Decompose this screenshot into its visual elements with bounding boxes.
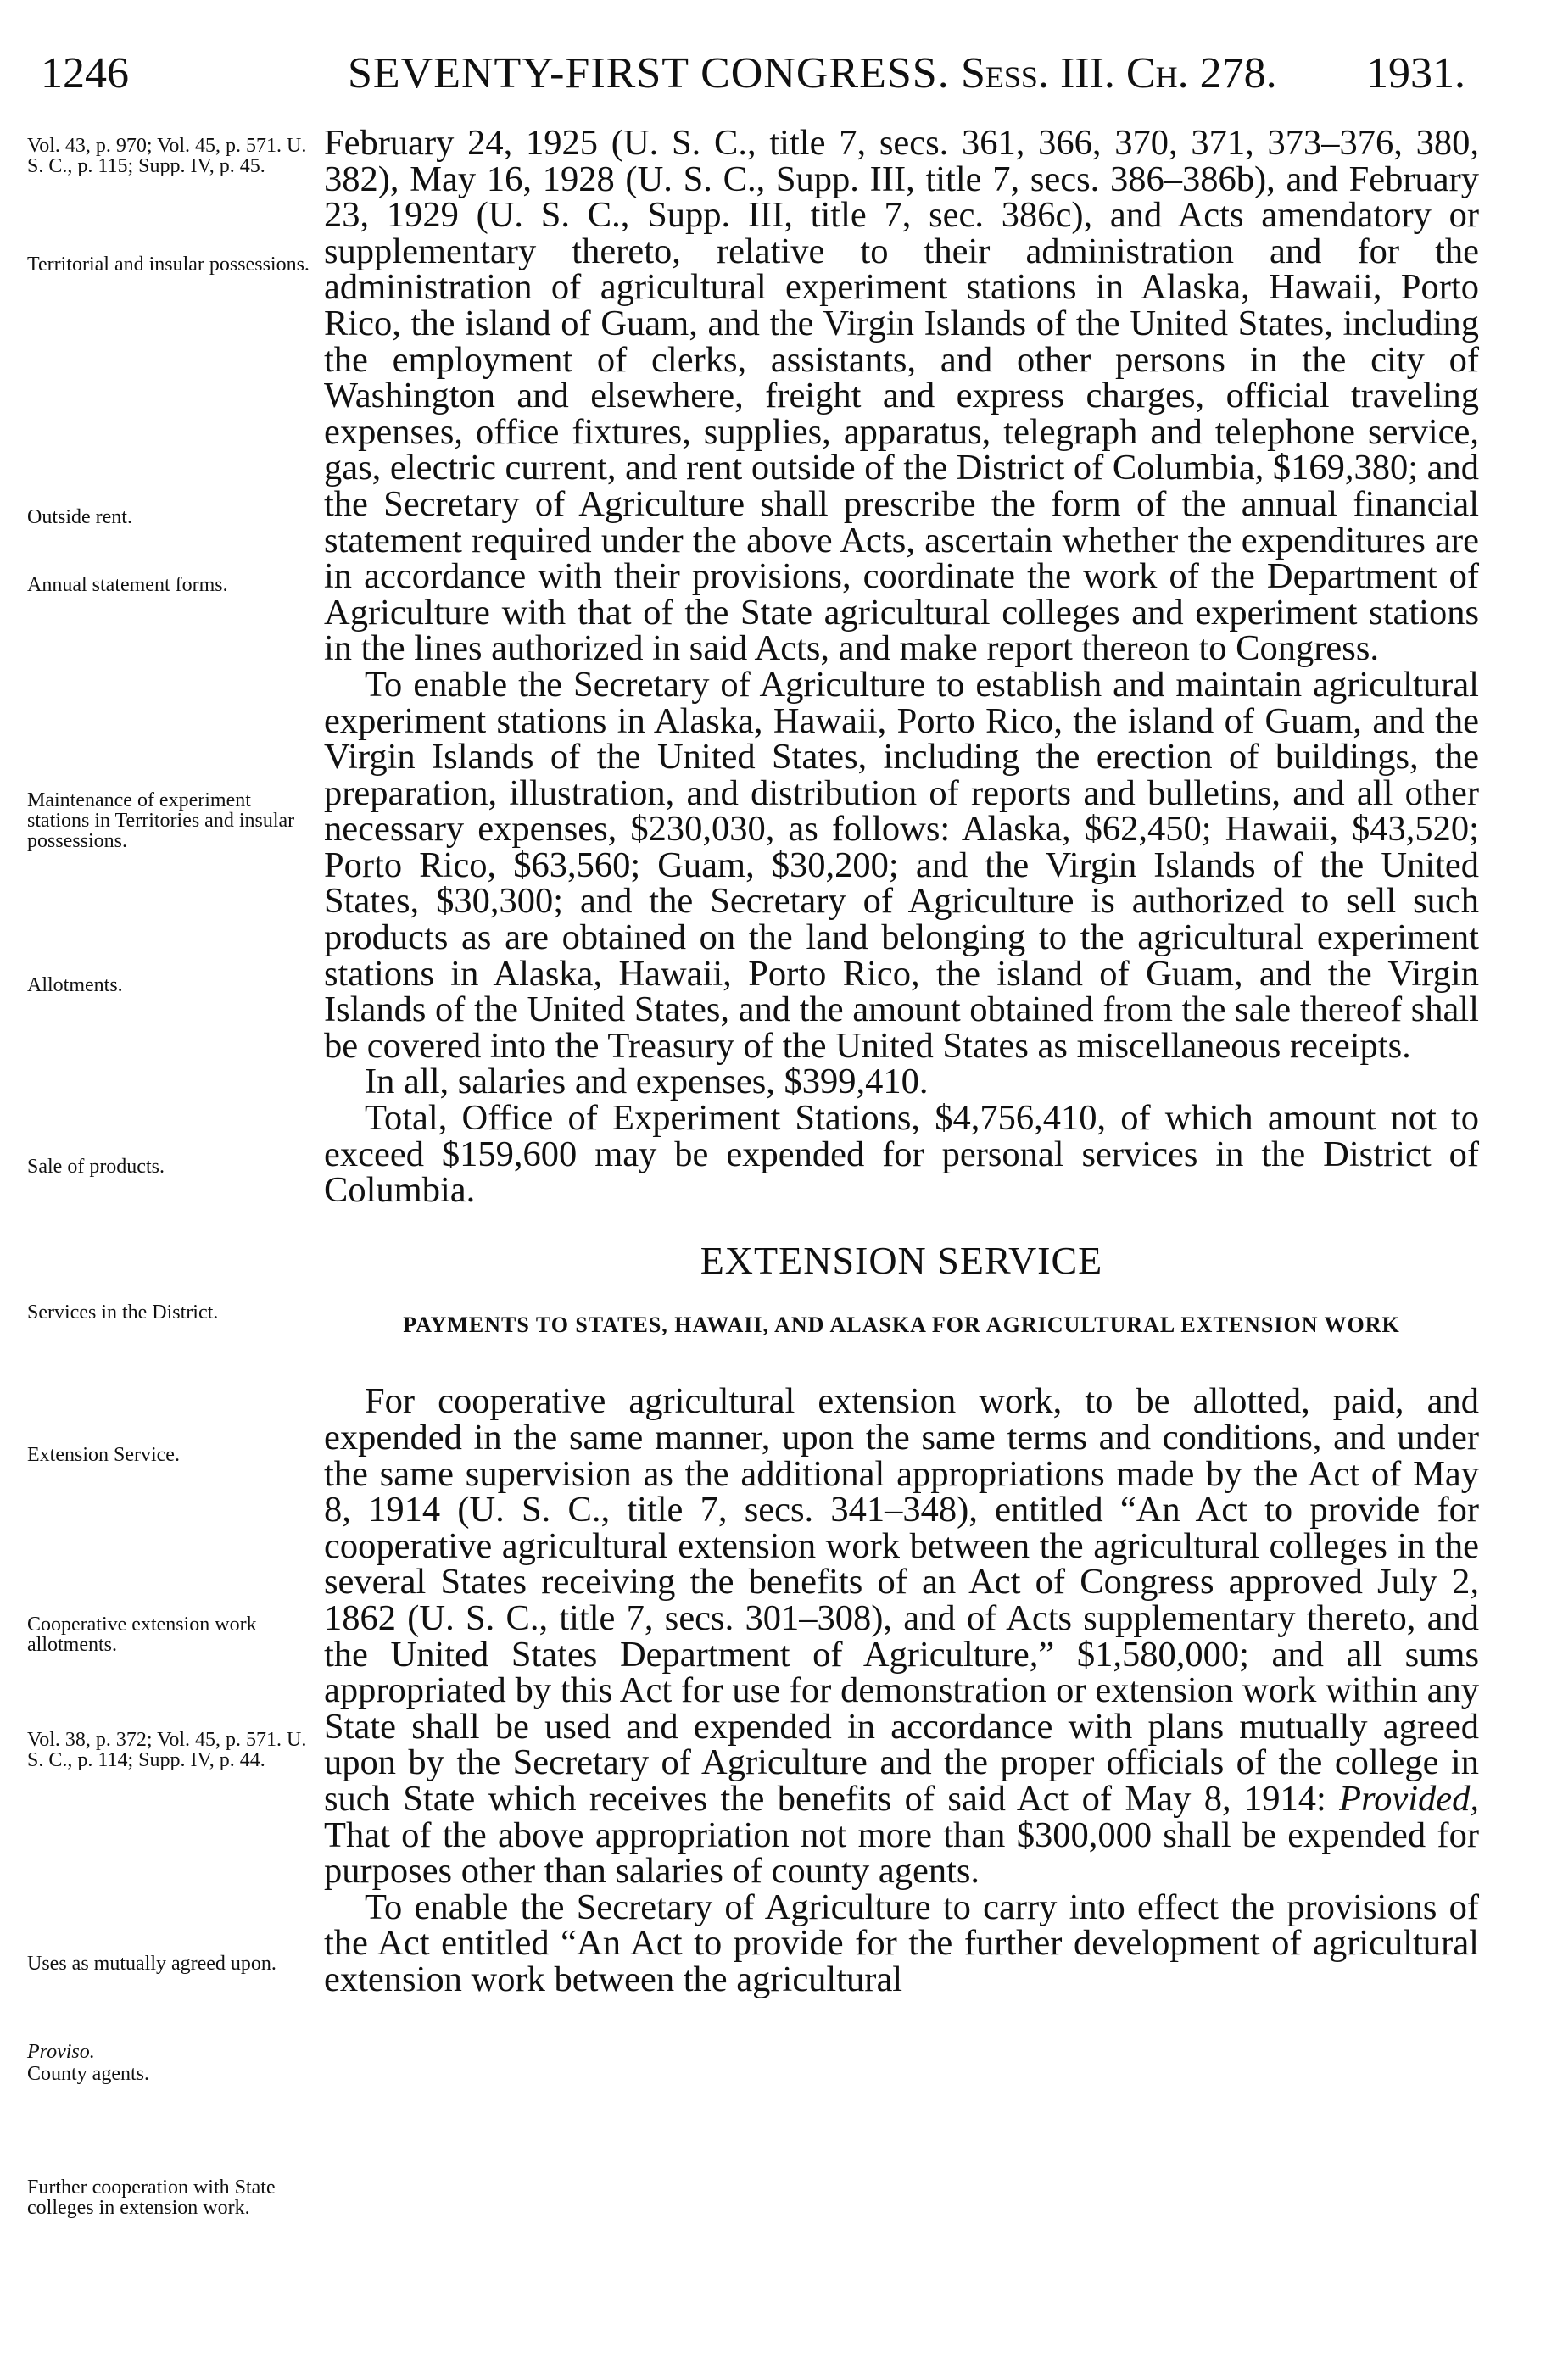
sub-heading: PAYMENTS TO STATES, HAWAII, AND ALASKA FOR AGRICULTURAL EXTENSION WORK: [403, 1313, 1400, 1338]
margin-note-annual-statement: Annual statement forms.: [27, 574, 228, 596]
proviso-word: Provided,: [1339, 1778, 1479, 1819]
margin-note-allotments: Allotments.: [27, 974, 123, 996]
margin-note-county-agents: County agents.: [27, 2063, 149, 2085]
margin-note-citation: Vol. 43, p. 970; Vol. 45, p. 571. U. S. C., p. 115; Supp. IV, p. 45.: [27, 135, 307, 177]
section-heading: EXTENSION SERVICE: [700, 1238, 1103, 1282]
congress-title: SEVENTY-FIRST CONGRESS.: [348, 49, 950, 98]
margin-note-extension: Extension Service.: [27, 1444, 180, 1466]
paragraph-3: In all, salaries and expenses, $399,410.: [365, 1062, 929, 1102]
margin-note-uses: Uses as mutually agreed upon.: [27, 1953, 276, 1975]
paragraph-5: [324, 1381, 1479, 1892]
year: 1931.: [1366, 49, 1465, 98]
paragraph-4: Total, Office of Experiment Stations, $4,756,410, of which amount not to exceed $159,600 may be expended for personal services in the District of Columbia.: [324, 1098, 1479, 1211]
margin-note-territorial: Territorial and insular possessions.: [27, 254, 310, 276]
margin-note-services: Services in the District.: [27, 1301, 219, 1324]
session-chapter: Sess. III. Ch. 278.: [961, 49, 1277, 98]
paragraph-5-part-b: That of the above appropriation not more than $300,000 shall be expended for purposes other than salaries of county agents.: [324, 1814, 1479, 1892]
margin-note-proviso: Proviso.: [27, 2041, 95, 2063]
margin-note-sale: Sale of products.: [27, 1156, 165, 1178]
margin-note-cooperative: Cooperative extension work allotments.: [27, 1614, 257, 1656]
paragraph-2: To enable the Secretary of Agriculture to establish and maintain agricultural experiment stations in Alaska, Hawaii, Porto Rico, the island of Guam, and the Virgin Islands of the United States, including the erection of buildings, the preparation, illustration, and distribution of reports and bulletins, and all other necessary expenses, $230,030, as follows: Alaska, $62,450; Hawaii, $43,520; Porto Rico, $63,560; Guam, $30,200; and the Virgin Islands of the United States, $30,300; and the Secretary of Agriculture is authorized to sell such products as are obtained on the land belonging to the agricultural experiment stations in Alaska, Hawaii, Porto Rico, the island of Guam, and the Virgin Islands of the United States, and the amount obtained from the sale thereof shall be covered into the Treasury of the United States as miscellaneous receipts.: [324, 664, 1479, 1066]
running-header: [41, 44, 1465, 103]
margin-note-further: Further cooperation with State colleges in extension work.: [27, 2177, 276, 2219]
margin-note-outside-rent: Outside rent.: [27, 506, 132, 528]
main-text: [324, 125, 1479, 1998]
paragraph-1: February 24, 1925 (U. S. C., title 7, secs. 361, 366, 370, 371, 373–376, 380, 382), May 16, 1928 (U. S. C., Supp. III, title 7, secs. 386–386b), and February 23, 1929 (U. S. C., Supp. III, title 7, sec. 386c), and Acts amendatory or supplementary thereto, relative to their administration and for the administration of agricultural experiment stations in Alaska, Hawaii, Porto Rico, the island of Guam, and the Virgin Islands of the United States, including the employment of clerks, assistants, and other persons in the city of Washington and elsewhere, freight and express charges, official traveling expenses, office fixtures, supplies, apparatus, telegraph and telephone service, gas, electric current, and rent outside of the District of Columbia, $169,380; and the Secretary of Agriculture shall prescribe the form of the annual financial statement required under the above Acts, ascertain whether the expenditures are in accordance with their provisions, coordinate the work of the Department of Agriculture with that of the State agricultural colleges and experiment stations in the lines authorized in said Acts, and make report thereon to Congress.: [324, 123, 1479, 669]
paragraph-5-part-a: For cooperative agricultural extension work, to be allotted, paid, and expended in the same manner, upon the same terms and conditions, and under the same supervision as the additional appropriations made by the Act of May 8, 1914 (U. S. C., title 7, secs. 341–348), entitled “An Act to provide for cooperative agricultural extension work between the agricultural colleges in the several States receiving the benefits of an Act of Congress approved July 2, 1862 (U. S. C., title 7, secs. 301–308), and of Acts supplementary thereto, and the United States Department of Agriculture,” $1,580,000; and all sums appropriated by this Act for use for demonstration or extension work within any State shall be used and expended in accordance with plans mutually agreed upon by the Secretary of Agriculture and the proper officials of the college in such State which receives the benefits of said Act of May 8, 1914:: [324, 1381, 1479, 1819]
margin-note-maintenance: Maintenance of experiment stations in Territories and insular possessions.: [27, 789, 295, 852]
margin-note-citation-2: Vol. 38, p. 372; Vol. 45, p. 571. U. S. C., p. 114; Supp. IV, p. 44.: [27, 1729, 307, 1771]
page-number: 1246: [41, 49, 129, 98]
paragraph-6: To enable the Secretary of Agriculture to carry into effect the provisions of the Act entitled “An Act to provide for the further development of agricultural extension work between the agricultural: [324, 1887, 1479, 1999]
